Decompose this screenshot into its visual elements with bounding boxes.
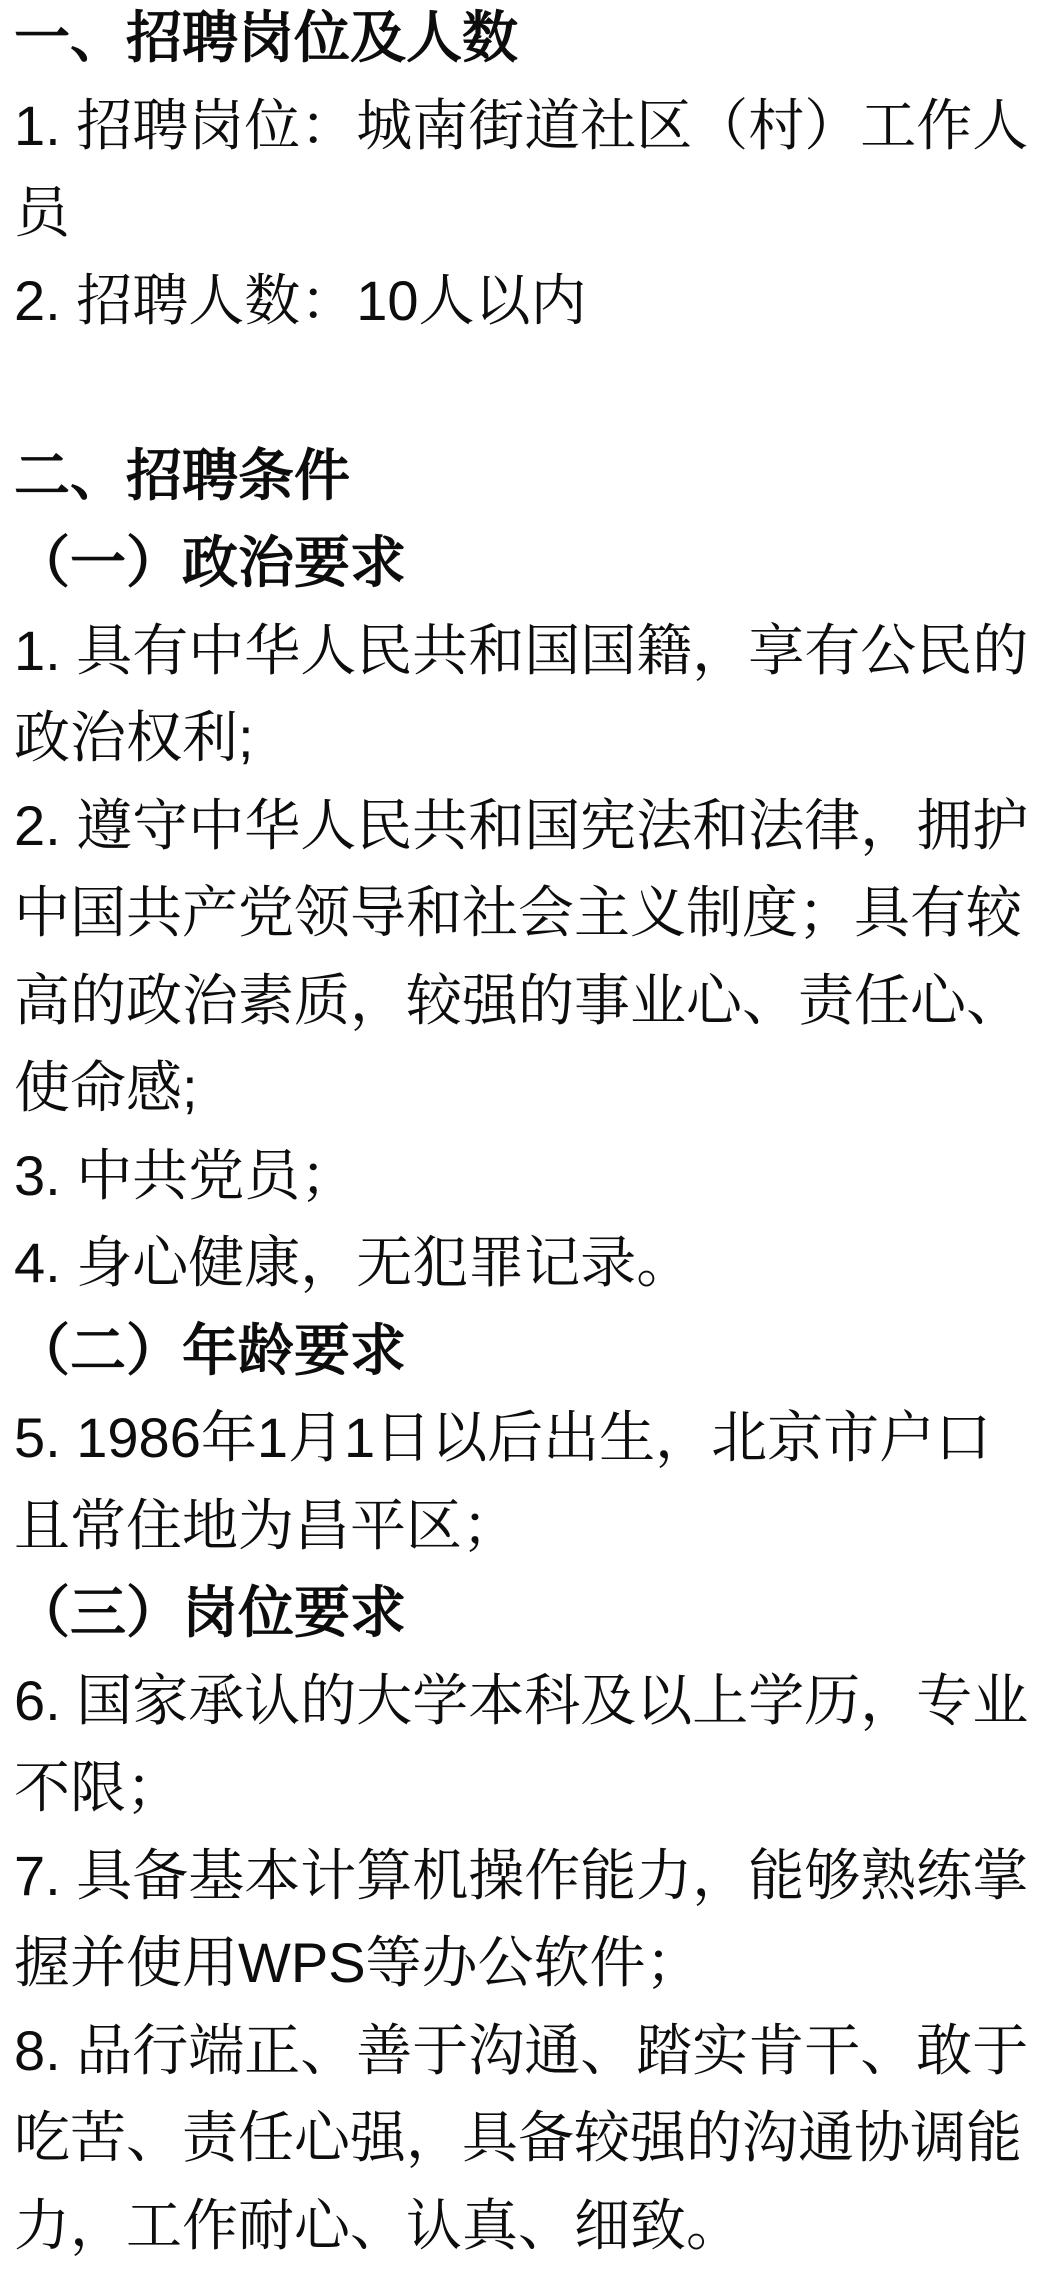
text-line: 使命感; (14, 1044, 1049, 1132)
text-line: 力，工作耐心、认真、细致。 (14, 2182, 1049, 2269)
text-line: 8. 品行端正、善于沟通、踏实肯干、敢于 (14, 2007, 1049, 2095)
text-line: 3. 中共党员； (14, 1132, 1049, 1220)
text-line: 1. 招聘岗位：城南街道社区（村）工作人 (14, 82, 1049, 170)
section-heading-line: （二）年龄要求 (14, 1307, 1049, 1395)
text-line: 高的政治素质，较强的事业心、责任心、 (14, 957, 1049, 1045)
section-heading-line: 二、招聘条件 (14, 432, 1049, 520)
text-line: 5. 1986年1月1日以后出生，北京市户口 (14, 1394, 1049, 1482)
text-line: 且常住地为昌平区； (14, 1482, 1049, 1570)
blank-spacer-line (14, 344, 1049, 432)
text-line: 不限； (14, 1744, 1049, 1832)
text-line: 1. 具有中华人民共和国国籍，享有公民的 (14, 607, 1049, 695)
text-line: 握并使用WPS等办公软件； (14, 1919, 1049, 2007)
section-heading-line: 一、招聘岗位及人数 (14, 0, 1049, 82)
section-heading-line: （三）岗位要求 (14, 1569, 1049, 1657)
text-line: 政治权利; (14, 694, 1049, 782)
text-line: 吃苦、责任心强，具备较强的沟通协调能 (14, 2094, 1049, 2182)
text-line: 2. 遵守中华人民共和国宪法和法律，拥护 (14, 782, 1049, 870)
text-line: 中国共产党领导和社会主义制度；具有较 (14, 869, 1049, 957)
text-line: 2. 招聘人数：10人以内 (14, 257, 1049, 345)
text-line: 7. 具备基本计算机操作能力，能够熟练掌 (14, 1832, 1049, 1920)
text-line: 员 (14, 169, 1049, 257)
text-line: 4. 身心健康，无犯罪记录。 (14, 1219, 1049, 1307)
section-heading-line: （一）政治要求 (14, 519, 1049, 607)
text-line: 6. 国家承认的大学本科及以上学历，专业 (14, 1657, 1049, 1745)
